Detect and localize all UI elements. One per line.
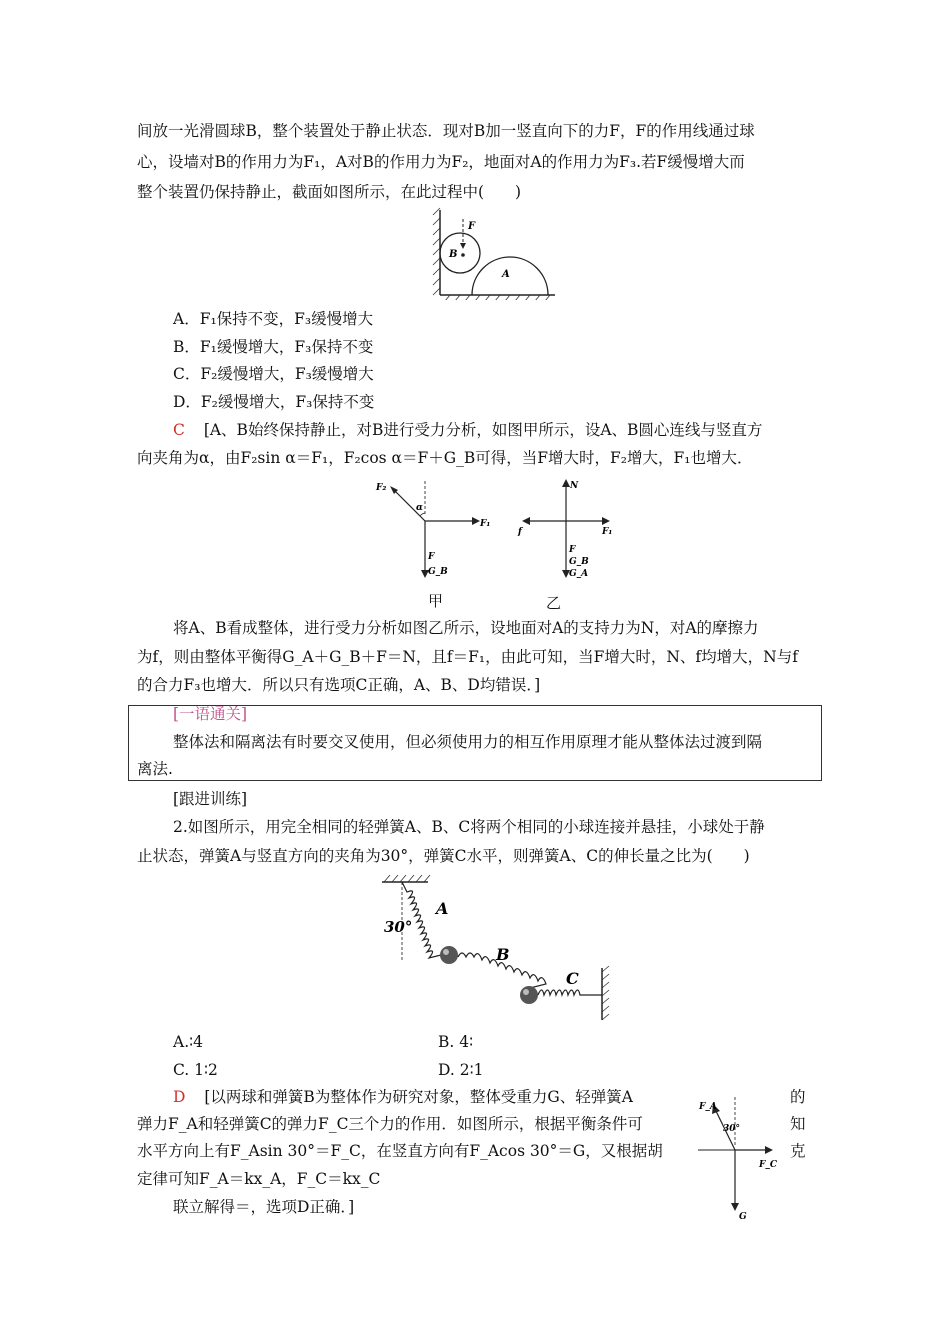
q2-side-word-3: 克 — [790, 1142, 806, 1160]
q2-line-2: 止状态，弹簧A与竖直方向的夹角为30°，弹簧C水平，则弹簧A、C的伸长量之比为( ) — [137, 847, 750, 865]
q2-option-c: C. 1∶2 — [173, 1061, 218, 1079]
jia-caption: 甲 — [428, 592, 444, 610]
yi-N: N — [570, 481, 579, 491]
jia-F2: F₂ — [376, 483, 387, 493]
yi-F: F — [569, 545, 576, 555]
yi-F1: F₁ — [602, 527, 613, 537]
q2-side-word-2: 知 — [790, 1115, 806, 1133]
q2-option-b: B. 4∶ — [438, 1033, 474, 1051]
q2-solution-line-5: 联立解得＝，选项D正确．] — [173, 1198, 355, 1216]
yi-f: f — [518, 527, 522, 537]
q2-fig-C: C — [566, 969, 579, 988]
q2-solution-line-3: 水平方向上有F_Asin 30°＝F_C，在竖直方向有F_Acos 30°＝G，又根据胡 — [137, 1142, 663, 1160]
q1-option-a: A．F₁保持不变，F₃缓慢增大 — [173, 310, 374, 328]
q2-solution-line-4: 定律可知F_A＝kx_A，F_C＝kx_C — [137, 1170, 381, 1188]
practice-title: [跟进训练] — [173, 790, 248, 808]
q1-line-2: 心，设墙对B的作用力为F₁，A对B的作用力为F₂，地面对A的作用力为F₃.若F缓慢增大而 — [137, 153, 745, 171]
q1-option-c: C．F₂缓慢增大，F₃缓慢增大 — [173, 365, 374, 383]
q1-line-3: 整个装置仍保持静止，截面如图所示，在此过程中( ) — [137, 183, 522, 201]
tip-title: [一语通关] — [173, 705, 248, 723]
q1-option-d: D．F₂缓慢增大，F₃保持不变 — [173, 393, 375, 411]
yi-caption: 乙 — [546, 594, 562, 612]
tip-line-1: 整体法和隔离法有时要交叉使用，但必须使用力的相互作用原理才能从整体法过渡到隔 — [173, 733, 763, 751]
q2-solution-line-2: 弹力F_A和轻弹簧C的弹力F_C三个力的作用．如图所示，根据平衡条件可 — [137, 1115, 643, 1133]
yi-GB: G_B — [569, 557, 589, 567]
q1-solution2-line-2: 为f，则由整体平衡得G_A＋G_B＋F＝N，且f＝F₁，由此可知，当F增大时，N、f均增大，N与f — [137, 648, 798, 666]
q2-option-d: D. 2∶1 — [438, 1061, 484, 1079]
q1-solution2-line-1: 将A、B看成整体，进行受力分析如图乙所示，设地面对A的支持力为N，对A的摩擦力 — [173, 619, 759, 637]
q1-option-b: B．F₁缓慢增大，F₃保持不变 — [173, 338, 374, 356]
q1-fig-F: F — [468, 221, 476, 232]
diagram-jia — [368, 476, 498, 586]
diagram-yi — [510, 476, 630, 586]
q1-answer-letter: C — [173, 421, 185, 439]
q2-fd-angle: 30° — [723, 1124, 741, 1134]
q2-answer-letter: D — [173, 1088, 186, 1106]
q2-force-diagram — [693, 1095, 783, 1225]
q2-line-1: 2.如图所示，用完全相同的轻弹簧A、B、C将两个相同的小球连接并悬挂，小球处于静 — [173, 818, 765, 836]
q2-option-a: A.∶4 — [173, 1033, 204, 1051]
q1-solution-line-2: 向夹角为α，由F₂sin α＝F₁，F₂cos α＝F＋G_B可得，当F增大时，F₂增大，F₁也增大． — [137, 449, 753, 467]
q2-fig-B: B — [496, 945, 510, 964]
tip-line-2: 离法. — [137, 760, 173, 778]
jia-F: F — [428, 552, 435, 562]
q1-solution2-line-3: 的合力F₃也增大．所以只有选项C正确，A、B、D均错误．] — [137, 676, 541, 694]
q1-fig-B: B — [449, 249, 458, 260]
q2-fig-A: A — [436, 899, 449, 918]
jia-alpha: α — [416, 503, 423, 513]
q2-fd-FA: F_A — [699, 1102, 717, 1112]
q1-line-1: 间放一光滑圆球B，整个装置处于静止状态．现对B加一竖直向下的力F，F的作用线通过球 — [137, 122, 755, 140]
q2-fd-G: G — [739, 1212, 747, 1222]
q1-figure — [430, 205, 560, 300]
q1-solution-line-1: [A、B始终保持静止，对B进行受力分析，如图甲所示，设A、B圆心连线与竖直方 — [203, 421, 763, 439]
q2-solution-line-1: [以两球和弹簧B为整体作为研究对象，整体受重力G、轻弹簧A — [204, 1088, 633, 1106]
q1-fig-A: A — [502, 269, 510, 280]
q2-figure — [372, 870, 617, 1025]
yi-GA: G_A — [569, 569, 589, 579]
q2-side-word-1: 的 — [790, 1088, 806, 1106]
jia-GB: G_B — [428, 567, 448, 577]
q2-fig-angle: 30° — [384, 918, 413, 936]
q2-fd-FC: F_C — [759, 1160, 778, 1170]
jia-F1: F₁ — [480, 519, 491, 529]
